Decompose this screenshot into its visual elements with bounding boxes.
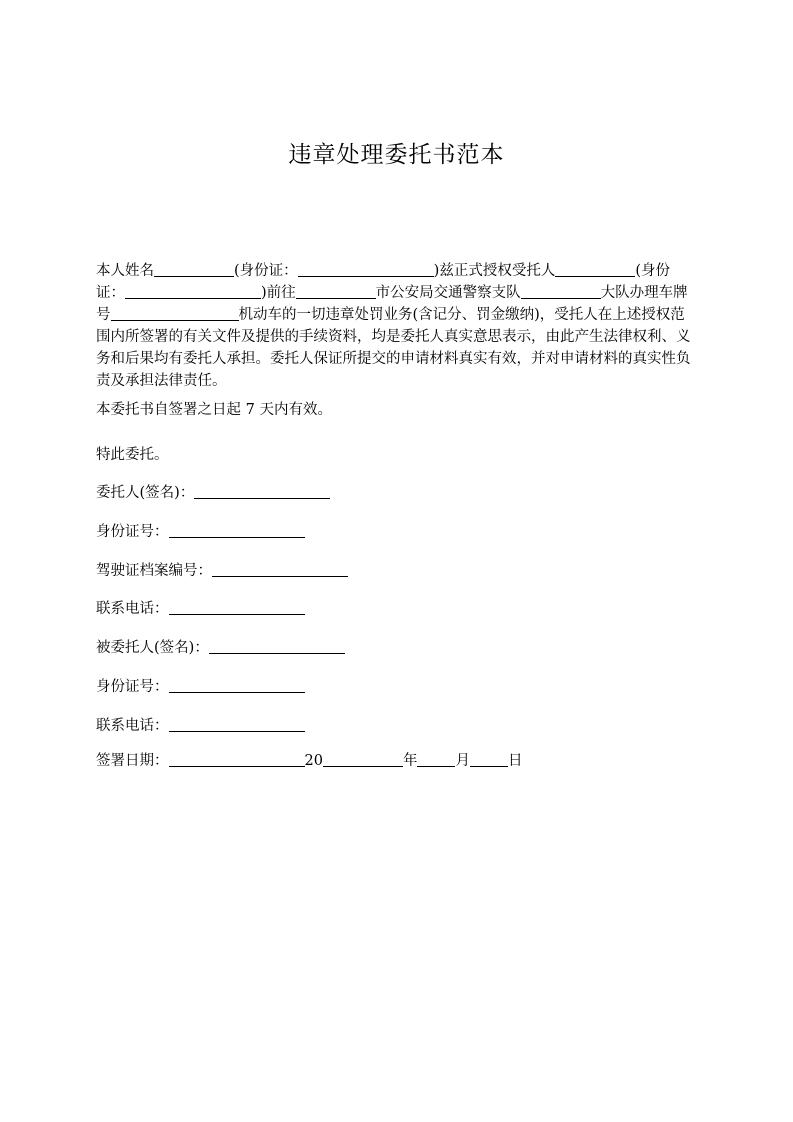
principal-id-label: 身份证号： xyxy=(96,524,169,540)
agent-name-blank[interactable] xyxy=(555,260,635,277)
license-file-blank[interactable] xyxy=(212,560,348,577)
month-blank[interactable] xyxy=(417,750,455,767)
para-text-id: (身份证： xyxy=(234,263,298,279)
principal-phone-label: 联系电话： xyxy=(96,601,169,617)
para-text-body: 机动车的一切违章处罚业务(含记分、罚金缴纳)，受托人在上述授权范围内所签署的有关文件及提供的手续资料，均是委托人真实意思表示，由此产生法律权利、义务和后果均有委托人承担。委托人保证所提交的申请材料真实有效，并对申请材料的真实性负责及承担法律责任。 xyxy=(96,307,691,389)
principal-phone-blank[interactable] xyxy=(169,598,305,615)
month-label: 月 xyxy=(455,753,470,769)
para-text-police: 市公安局交通警察支队 xyxy=(375,285,521,301)
principal-phone-row xyxy=(96,598,305,620)
city-blank[interactable] xyxy=(296,282,376,299)
license-file-label: 驾驶证档案编号： xyxy=(96,563,212,579)
agent-phone-row xyxy=(96,715,305,737)
document-title: 违章处理委托书范本 xyxy=(288,142,505,168)
para-text-agent-id: (身份证： xyxy=(96,263,670,301)
para-text-name: 本人姓名 xyxy=(96,263,154,279)
para-text-plate: 大队办理车牌号 xyxy=(96,285,688,323)
sign-date-row xyxy=(96,750,522,772)
year-prefix: 20 xyxy=(304,753,323,769)
brigade-blank[interactable] xyxy=(521,282,601,299)
para-text-goto: )前往 xyxy=(261,285,296,301)
agent-sign-blank[interactable] xyxy=(209,637,345,654)
agent-sign-label: 被委托人(签名)： xyxy=(96,640,209,656)
hereby-line: 特此委托。 xyxy=(96,447,169,463)
principal-id-number-blank[interactable] xyxy=(169,521,305,538)
authorization-paragraph xyxy=(96,260,696,392)
license-file-row xyxy=(96,560,348,582)
principal-id-blank[interactable] xyxy=(298,260,434,277)
day-blank[interactable] xyxy=(470,750,508,767)
principal-sign-blank[interactable] xyxy=(194,482,330,499)
agent-sign-row xyxy=(96,637,345,659)
plate-number-blank[interactable] xyxy=(111,304,239,321)
agent-phone-label: 联系电话： xyxy=(96,718,169,734)
principal-sign-label: 委托人(签名)： xyxy=(96,485,195,501)
agent-id-blank[interactable] xyxy=(125,282,261,299)
agent-phone-blank[interactable] xyxy=(169,715,305,732)
year-label: 年 xyxy=(402,753,418,769)
sign-date-blank[interactable] xyxy=(169,750,305,767)
day-label: 日 xyxy=(507,753,523,769)
para-text-agent: )兹正式授权受托人 xyxy=(433,263,556,279)
principal-sign-row xyxy=(96,482,330,504)
name-blank[interactable] xyxy=(154,260,234,277)
validity-line: 本委托书自签署之日起 7 天内有效。 xyxy=(96,402,332,418)
principal-id-row xyxy=(96,521,305,543)
year-blank[interactable] xyxy=(323,750,403,767)
agent-id-number-blank[interactable] xyxy=(169,676,305,693)
sign-date-label: 签署日期： xyxy=(96,753,169,769)
agent-id-row xyxy=(96,676,305,698)
agent-id-label: 身份证号： xyxy=(96,679,169,695)
